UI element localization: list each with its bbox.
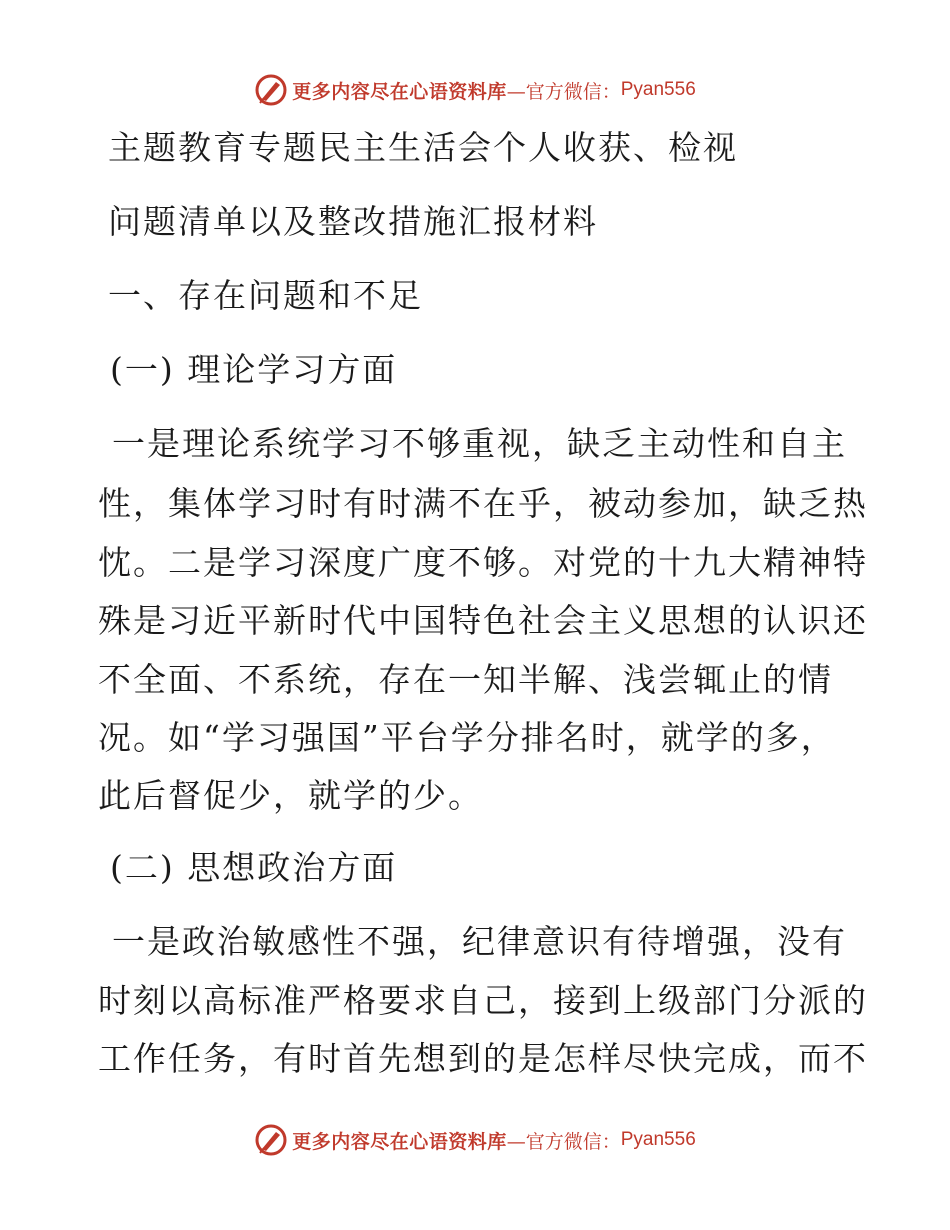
paragraph-line: 性，集体学习时有时满不在乎，被动参加，缺乏热 (98, 484, 868, 523)
paragraph-line: 一是政治敏感性不强，纪律意识有待增强，没有 (112, 922, 847, 961)
watermark-main-text: 更多内容尽在心语资料库 (292, 80, 507, 103)
document-title-line-2: 问题清单以及整改措施汇报材料 (108, 202, 598, 241)
quill-logo-icon (254, 73, 288, 107)
watermark-wechat-id: Pyan556 (620, 79, 696, 100)
document-title-line-1: 主题教育专题民主生活会个人收获、检视 (108, 128, 738, 167)
paragraph-line: 工作任务，有时首先想到的是怎样尽快完成，而不 (98, 1039, 868, 1078)
paragraph-line: 殊是习近平新时代中国特色社会主义思想的认识还 (98, 601, 868, 640)
watermark-footer (0, 1120, 950, 1160)
paragraph-line: 不全面、不系统，存在一知半解、浅尝辄止的情 (98, 660, 833, 699)
subsection-heading-theory: (一) 理论学习方面 (110, 350, 398, 389)
watermark-sub-text: —官方微信： (506, 80, 621, 103)
subsection-heading-politics: (二) 思想政治方面 (110, 848, 398, 887)
watermark-sub-text: —官方微信： (506, 1130, 621, 1153)
quill-logo-icon (254, 1123, 288, 1157)
watermark-header (0, 70, 950, 110)
section-heading-problems: 一、存在问题和不足 (108, 276, 423, 315)
paragraph-line: 况。如“学习强国”平台学分排名时，就学的多， (98, 718, 836, 757)
paragraph-line: 一是理论系统学习不够重视，缺乏主动性和自主 (112, 424, 847, 463)
watermark-main-text: 更多内容尽在心语资料库 (292, 1130, 507, 1153)
paragraph-line: 忱。二是学习深度广度不够。对党的十九大精神特 (98, 543, 868, 582)
watermark-wechat-id: Pyan556 (620, 1129, 696, 1150)
paragraph-line: 此后督促少，就学的少。 (98, 776, 483, 815)
paragraph-line: 时刻以高标准严格要求自己，接到上级部门分派的 (98, 981, 868, 1020)
